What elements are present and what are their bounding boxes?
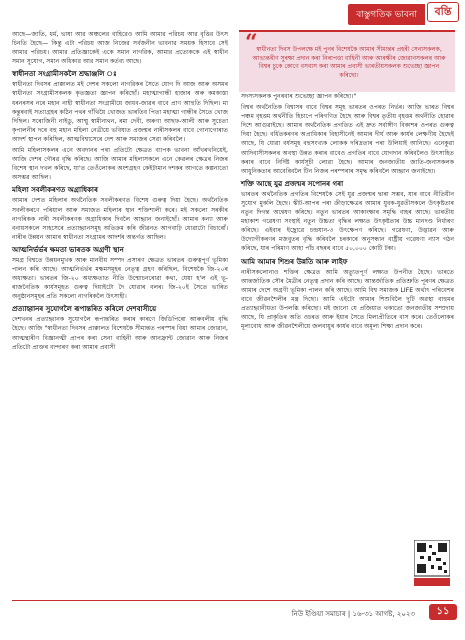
paragraph: সদস্যসকলক পুনৰবাৰ শুভেচ্ছা জ্ঞাপন কৰিছো।" (241, 93, 357, 100)
quote-mark-icon: “ (245, 30, 258, 56)
quote-text: স্বাধীনতা দিবস উপলক্ষে মই পুনৰ বিশেষকৈ আমাৰ সীমান্তৰ প্ৰহৰী সেনাসকলক, আভ্যন্তৰীণ সুৰক্ষা প্ৰদান কৰা নিৰাপত্তা বাহিনী আৰু আৰক্ষীৰ জোৱানসকলৰ আৰু বিশ্বৰ চুকে কোণে বসবাস কৰা আমাৰ প্ৰবাসী ভাৰতীয়সকলক শুভেচ্ছা জ্ঞাপন কৰিছো। (252, 46, 446, 79)
paragraph: বিশ্বৰ অৰ্থনৈতিক বিশ্বাসৰ বাবে বিশ্বৰ সমূহ ভাৰতৰ ওপৰত নিৰ্ভৰ। আজি ভাৰত বিশ্বৰ পঞ্চম বৃহত্তম অৰ্থনীতি হিচাপে পৰিগণিত হৈছে আৰু বিশ্বৰ তৃতীয় বৃহত্তম অৰ্থনীতি হোৱাৰ দিশে আগুৱাইছে। আমাৰ অৰ্থনৈতিক প্ৰগতিত এই দ্ৰুত সৰ্বাঙ্গীণ বিকাশৰ ওপৰত গুৰুত্ব দিয়া হৈছে। বৰ্ধিতকৰণৰ অপ্ৰাধিকাৰ বিহাসীনেই আমাৰ দীৰ্ঘ আৰু কাৰ্যৰ লেক্ষণীয় হৈছেই আছে, যি যোৱা বৰ্ষসমূহ বহুসংখ্যক লোকক দৰিদ্ৰতাৰ পৰা উলিয়াই আনিছে। এনেকুৱা আদিবাসীসকলৰ অবস্থা উন্নত কৰাৰ বাবেও প্ৰগতিৰ বাবে যোগদান কৰিবলৈও উৎসাহিত কৰাৰ বাবে নিৰ্দিষ্ট কাৰ্যসূচী লোৱা হৈছে। আমাৰ জনজাতীয় জাতি-জনাসকলক আধুনিকতাৰ আবেৰিবলৈ টিন নিজৰ পৰম্পৰাৰ সমৃদ্ধ কৰিবলৈ আহ্বান জনাইছো। (241, 104, 454, 175)
section-heading: আমি আমাৰ শিশুৰ উন্নতি আৰু লাইফ (241, 257, 348, 266)
section-heading: প্রত্যাহ্বানৰ সুযোগলৈ ৰূপান্তৰিত কৰিলে দেশবাসীয়ে (12, 305, 157, 314)
footer-divider (12, 600, 453, 601)
paragraph: আমাৰ দেশত মহিলাৰ অৰ্থনৈতিক সবলীকৰণত বিশেষ গুৰুত্ব দিয়া হৈছে। অৰ্থনৈতিক সবলীকৰণে পৰিয়াল আৰু সমাজত মহিলাৰ স্থান শক্তিশালী কৰে। মই সকলো সৰকীৰ নাগৰিকক নাৰী সবলীকৰণক অগ্রাধিকাৰ দিবলৈ আহ্বান জনাইছোঁ। আমাৰ কন্যা আৰু বনায়সকলে সাহসেৰে প্ৰত্যাহ্বানসমূহ অতিক্ৰম কৰি জীৱনত আগবাঢ়ি যোৱাটো বিচাৰোঁ। নাৰীৰ উন্নয়ন আমাৰ স্বাধীনতা সংগ্ৰামৰ আদর্শৰ অন্তৰ্গত আছিল। (12, 197, 228, 241)
page-footer (0, 600, 465, 640)
right-column (241, 92, 454, 333)
paragraph: আমি মহিলাসকলৰ এনে অবদানৰ পৰা প্ৰতিটো ক্ষেত্ৰত ব্যাপক ভাবনা আঁখৰখনিয়েই, আজি দেশৰ গৌৰৱ বৃদ্ধি কৰিছে। আজি আমাৰ মহিলাসকলে এনে কেৱলৰ ক্ষেত্ৰৰ নিজৰ বিশেষ স্থান দখল কৰিছে, যা'ত তেওঁলোকৰ অংশগ্ৰহণ কেইটামান দশকৰ আগতে কল্পনাতো অসম্ভৱ আছিল। (12, 147, 228, 182)
section-badge: বন্তি (427, 2, 459, 22)
section-heading: আত্মনিৰ্ভৰ্ভৰ ক্ষমতা ভাৰতক অগ্রণী স্থান (12, 245, 124, 254)
paragraph: স্বাধীনতা দিবসৰ প্ৰাক্কালত মই দেশৰ সকলো নাগরিকৰ সৈতে যোগ দি আজ আৰু অসমৰ স্বাধীনতা সংগ্রামীসকলক কৃতজ্ঞতা জ্ঞাপন কৰিছোঁ। মহাত্মাগান্ধী হাজাৰ অৰু কমকাস্তা ধৰনৰসৰ নৰে মহান নাহী স্বাধীনতা সংগ্রামীয়ে জাধব-জাৱৰ বাবে প্রাণ আহুতি দিছিল। মা কন্তুৰবাই সত্যাগ্ৰহৰ কঠিন পথৰ গাঁথিয়ৈ খোজত ভাৰতিব পিতা মহাত্মা গান্ধীৰ সৈতে খোজ দিছিল। সৰোজিনী নাইডু, আম্মু স্বামীনাথন, ৰমা দেবী, অৰুণা আছফ-আলী আৰু সুচেতা কৃপালনীৰ দৰে বহু মহান মহিলা নেত্ৰীয়ে ভবিষ্যত প্ৰজন্মৰ নাৰীসকলৰ বাবে গোনাগোৰাত আদর্শ স্থাপন কৰিছিল, আত্মবিশ্বাসেৰে দেশ আৰু সমাজৰ সেৱা কৰিবলৈ। (12, 81, 228, 143)
section-heading: মহিলা সবলীকৰণত অগ্রাধিকাৰ (12, 186, 98, 195)
section-label: বাস্তুগতিক ভাবনা (348, 4, 425, 25)
paragraph: দেশখনৰ প্ৰত্যাহ্বানক সুযোগলৈ ৰূপান্তৰিত কৰাৰ কাৰণে জিডিপিৰো আৰুবলীয় বৃদ্ধি হৈছে। আজি "স্বাধীনতা দিবসৰ প্ৰাক্কালত বিশেষকৈ সীমান্তত পৰস্পৰ বিয়া আমাৰ জোৱান, আত্মন্থ্যৰীণ বিজ্ঞানত্মী প্ৰাপৰ কৰা সেনা বাহিনী আৰু আনফ্ৰান্ট জোৱান আৰু নিজৰ প্ৰতিটো প্ৰাক্তৰ ব্যন্দাৰণ কৰা আমাৰ প্ৰবাসী (12, 316, 228, 351)
pull-quote (239, 30, 455, 92)
page-number: ১১ (429, 604, 457, 620)
section-heading: স্বাধীনতা সংগ্রামীসকলৈ শ্রদ্ধাঞ্জলি ঃ (12, 70, 117, 79)
left-column (12, 30, 228, 354)
page-header (0, 0, 465, 28)
paragraph: ভাৰতৰ অৰ্থনৈতিক প্ৰগতিৰ বিশেষকৈ সেই যুৱ প্ৰজন্মৰ দ্বাৰা সম্ভব, যাৰ বাবে নীতিয়ীন সুযোগ মুকলি হৈছে। স্কীট-আপৰ পৰা ক্ৰীড়াক্ষেত্ৰৰ আমাৰ যুবক-যুৱতীসকলে উৎকৃষ্টতাৰ নতুন দিগন্ত অন্বেষণ কৰিছে। নতুন ভাৰতৰ আকাংক্ষাৰ সমৃদ্ধি বাহৰ আছে। ভাৰতীয় মহাকাশ গৱেষণা সংস্থাই নতুন উচ্চতা বৃদ্ধিৰ লক্ষ্যত উৎকৃষ্টতাৰ উচ্চ মানদণ্ড নিৰ্ধাৰণ কৰিছে। এইবাৰ ইছ্ৰোৱে চন্দ্ৰযান-৩ উৎক্ষেপণ কৰিছে। গৱেষণা, উদ্ভাৱন আৰু উদ্যোগীকৰণৰ মজবুতৰ বৃদ্ধি কৰিবলৈ চৰকাৰে অনুসন্ধান বাষ্ট্ৰীয় গৱেষণা ন্যাস গঠন কৰিছে, যাৰ পৰিমাণ আহা পাঁচ বছৰৰ বাবে ৫০,০০০ কোটি টকা। (241, 190, 454, 253)
footer-publication: নিউ ইণ্ডিয়া সমাচাৰ | ১৬-৩১ আগষ্ট, ২০২৩ (291, 610, 415, 618)
paragraph: সমগ্র বিশ্বতে উন্নয়নমুখক আৰু মানবীয় সম্পদ প্ৰসাৰণ ক্ষেত্ৰত ভাৰতৰ গুৰুত্বপূৰ্ণ ভূমিকা পালন কৰি আছে। আত্মনিৰ্ভৰ্ভৰ মক্ষমসমূহৰ নেতৃত্ব গ্ৰহণ কৰিছিল, বিশেষকৈ জি-২০ৰ অধ্যক্ষতা। ভাৰতৰ জি-২০ অধ্যক্ষতাত নীতি উন্মোচনৰোৱা কথা, যেয়া হ'ল এই ভূ-ৰাজনৈতিক কার্যসমূহত গুৰুত্ব দিয়াইটো দৈ যোৱাৰ বলৰ। জি-২০ই সৈতে ভাৰিত অনুষ্ঠানসমূহৰ প্ৰতি সকলো নাগৰিকলৈ উৎসাহী। (12, 256, 228, 301)
paragraph: আছে—জাতি, ধর্ম, ভাষা আর অঞ্চলের বাহিরেও আমি আমার পরিচয় আর বৃত্তির উৎস চিনতি হৈছে— কিন্তু এটা পরিচয় আজ নিজের সর্বজনীন ভাবনার সময়ক হিসাবে সেই আমার পরিচয়। আমার প্রতিজ্ঞাকেই একে সমান নাগরিক, আমার প্রত্যেককে এই স্বাধীন সমান সুযোগ, সমান অধিকার আর সমান কর্তব্য আছে। (12, 31, 228, 66)
paragraph: নাৰীসকলোনাও শক্তিৰ ক্ষেত্ৰত আমি অত্যুতপূৰ্ণ লক্ষ্যত উপনীত হৈছে। ভাৰতে আন্তৰ্জাতিক সৌৰ মৈত্ৰীৰ নেতৃত্ব প্ৰদান কৰি আছে। আন্তৰ্জাতিক প্ৰতিশ্ৰুতি পূৰণৰ ক্ষেত্ৰত আমাৰ দেশে অগ্ৰণী ভূমিকা পালন কৰি আছে। আমি বিশ্ব সমাজক LIFE অৰ্থাৎ পৰিবেশৰ বাবে জীৱনশৈলীৰ মন্ত্ৰ দিছো। আমি এইটো আমাৰ শিশুবিলৈ দুটি অৱস্থা বাহুমৰ প্ৰত্যাহ্বানীয়তা উপলব্ধি কৰিছো। মই জানো যে প্ৰজিয়াত থকাতো জনজাতীয় সম্প্ৰদায় আছে, যি প্ৰাকৃতিৰ অতি ওচৰত আৰু ইয়াৰ সৈতে মিলাপ্ৰীতিৰে বাস কৰে। তেওঁলোকৰ মূল্যবোধ আৰু জীৱনশৈলীয়ে জলবায়ুৰ কাৰ্যৰ বাবে অমূল্য শিক্ষা প্ৰদান কৰে। (241, 268, 454, 331)
section-heading: শক্তি আছে যুৱ প্ৰজন্মৰ সপোনৰ গৰা (241, 179, 344, 188)
qr-code-icon[interactable] (414, 540, 450, 586)
